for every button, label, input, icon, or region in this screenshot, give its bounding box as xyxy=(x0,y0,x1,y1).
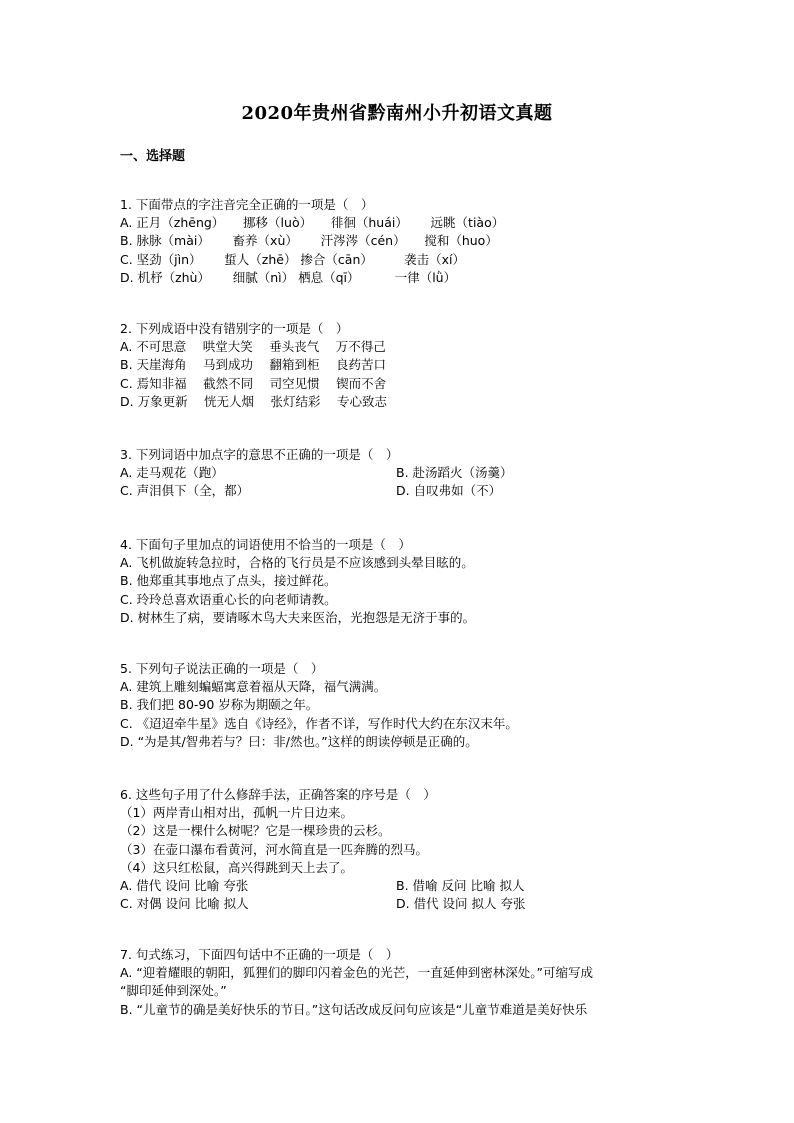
option-c: C. 对偶 设问 比喻 拟人 xyxy=(120,896,249,912)
option-a: A. 飞机做旋转急拉时，合格的飞行员是不应该感到头晕目眩的。 xyxy=(120,555,474,571)
option-c: C. 焉知非福 截然不同 司空见惯 锲而不舍 xyxy=(120,375,387,391)
option-row xyxy=(120,877,680,895)
question-stem: 1. 下面带点的字注音完全正确的一项是（ ） xyxy=(120,197,374,212)
question-stem: 2. 下列成语中没有错别字的一项是（ ） xyxy=(120,321,349,336)
question-stem: 3. 下列词语中加点字的意思不正确的一项是（ ） xyxy=(120,447,399,462)
question-3 xyxy=(120,446,680,501)
question-1 xyxy=(120,196,680,287)
question-stem: 5. 下列句子说法正确的一项是（ ） xyxy=(120,661,324,676)
option-a: A. “迎着耀眼的朝阳，狐狸们的脚印闪着金色的光芒，一直延伸到密林深处。”可缩写成 xyxy=(120,965,593,981)
option-d: D. 机杼（zhù） 细腻（nì） 栖息（qī） 一律（lǜ） xyxy=(120,269,457,285)
option-c: C. 玲玲总喜欢语重心长的向老师请教。 xyxy=(120,591,337,607)
option-b: B. 我们把 80-90 岁称为期颐之年。 xyxy=(120,697,319,713)
option-row xyxy=(120,482,680,500)
option-b: B. “儿童节的确是美好快乐的节日。”这句话改成反问句应该是“儿童节难道是美好快乐 xyxy=(120,1001,588,1017)
option-a: A. 借代 设问 比喻 夸张 xyxy=(120,877,249,893)
option-c: C. 声泪俱下（全，都） xyxy=(120,483,250,499)
document-title: 2020年贵州省黔南州小升初语文真题 xyxy=(241,103,553,124)
sentence-1: （1）两岸青山相对出，孤帆一片日边来。 xyxy=(120,805,353,821)
option-d: D. 树林生了病，要请啄木鸟大夫来医治，光抱怨是无济于事的。 xyxy=(120,609,476,625)
question-5 xyxy=(120,660,680,751)
option-a: A. 走马观花（跑） xyxy=(120,465,224,481)
option-a: A. 建筑上雕刻蝙蝠寓意着福从天降，福气满满。 xyxy=(120,679,387,695)
option-d: D. “为是其/智弗若与？曰：非/然也。”这样的朗读停顿是正确的。 xyxy=(120,733,478,749)
question-stem: 4. 下面句子里加点的词语使用不恰当的一项是（ ） xyxy=(120,537,411,552)
sentence-4: （4）这只红松鼠，高兴得跳到天上去了。 xyxy=(120,859,353,875)
option-d: D. 借代 设问 拟人 夸张 xyxy=(396,896,526,912)
sentence-3: （3）在壶口瀑布看黄河，河水简直是一匹奔腾的烈马。 xyxy=(120,841,428,857)
option-b: B. 他郑重其事地点了点头，接过鲜花。 xyxy=(120,573,337,589)
option-c: C. 《迢迢牵牛星》选自《诗经》，作者不详，写作时代大约在东汉末年。 xyxy=(120,715,518,731)
section-heading: 一、选择题 xyxy=(120,149,186,164)
question-stem: 6. 这些句子用了什么修辞手法，正确答案的序号是（ ） xyxy=(120,787,436,802)
question-7 xyxy=(120,946,680,1019)
option-row xyxy=(120,895,680,913)
sentence-2: （2）这是一棵什么树呢？它是一棵珍贵的云杉。 xyxy=(120,823,391,839)
question-6 xyxy=(120,786,680,913)
question-stem: 7. 句式练习，下面四句话中不正确的一项是（ ） xyxy=(120,947,399,962)
option-a-continued: “脚印延伸到深处。” xyxy=(120,983,227,999)
option-b: B. 脉脉（mài） 畜养（xù） 汗涔涔（cén） 搅和（huo） xyxy=(120,233,498,249)
option-d: D. 万象更新 恍无人烟 张灯结彩 专心致志 xyxy=(120,393,387,409)
option-b: B. 借喻 反问 比喻 拟人 xyxy=(396,877,525,893)
option-a: A. 正月（zhēng） 挪移（luò） 徘徊（huái） 远眺（tiào） xyxy=(120,215,505,231)
option-b: B. 天崖海角 马到成功 翻箱到柜 良药苦口 xyxy=(120,357,386,373)
option-c: C. 坚劲（jìn） 蜇人（zhē） 掺合（cān） 袭击（xí） xyxy=(120,251,465,267)
option-row xyxy=(120,464,680,482)
question-2 xyxy=(120,320,680,411)
question-4 xyxy=(120,536,680,627)
option-b: B. 赴汤蹈火（汤羹） xyxy=(396,465,513,481)
option-d: D. 自叹弗如（不） xyxy=(396,483,502,499)
option-a: A. 不可思意 哄堂大笑 垂头丧气 万不得己 xyxy=(120,339,386,355)
